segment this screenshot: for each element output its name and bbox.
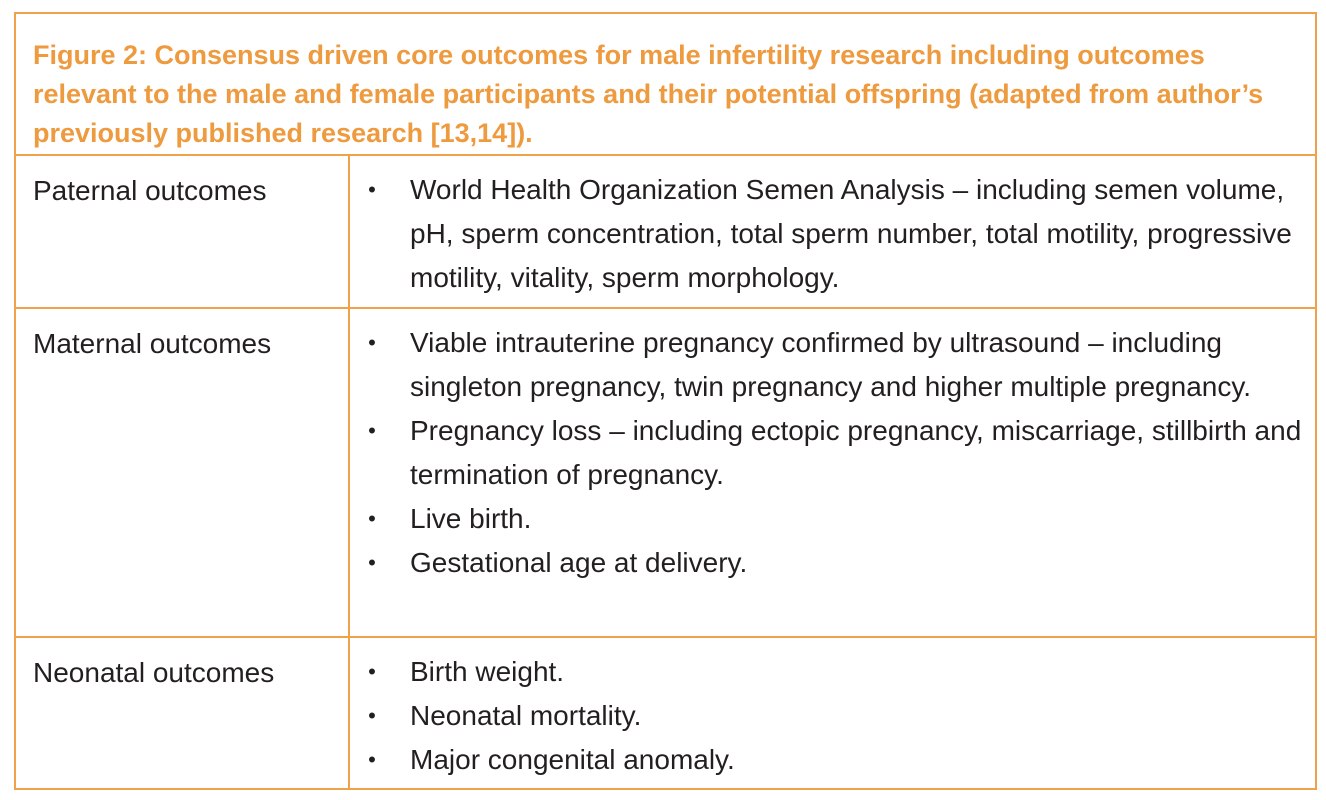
list-item <box>362 694 1307 738</box>
row-label-maternal: Maternal outcomes <box>33 328 272 359</box>
list-item <box>362 321 1307 409</box>
list-item-text: Birth weight. <box>410 656 565 687</box>
list-item <box>362 409 1307 497</box>
list-item <box>362 650 1307 694</box>
bullet-icon: • <box>368 659 376 684</box>
list-item-text: Gestational age at delivery. <box>410 547 748 578</box>
bullet-icon: • <box>368 418 376 443</box>
list-item <box>362 541 1307 585</box>
list-item-text: Viable intrauterine pregnancy confirmed by ultrasound – including singleton pregnancy, twin pregnancy and higher multiple pregnancy. <box>410 327 1252 402</box>
column-divider <box>348 156 350 790</box>
list-item-text: World Health Organization Semen Analysis – including semen volume, pH, sperm concentration, total sperm number, total motility, progressive motility, vitality, sperm morphology. <box>410 174 1292 293</box>
bullet-icon: • <box>368 747 376 772</box>
list-item-text: Pregnancy loss – including ectopic pregnancy, miscarriage, stillbirth and termination of pregnancy. <box>410 415 1302 490</box>
maternal-outcomes-list <box>362 321 1307 585</box>
list-item <box>362 738 1307 782</box>
list-item-text: Neonatal mortality. <box>410 700 642 731</box>
figure-caption: Figure 2: Consensus driven core outcomes for male infertility research including outcomes relevant to the male and female participants and their potential offspring (adapted from author’s previously published research [13,14]). <box>16 14 1315 156</box>
list-item-text: Live birth. <box>410 503 532 534</box>
table-row-neonatal <box>16 638 1315 788</box>
bullet-icon: • <box>368 177 376 202</box>
list-item-text: Major congenital anomaly. <box>410 744 735 775</box>
table-row-maternal <box>16 309 1315 638</box>
row-label-paternal: Paternal outcomes <box>33 175 267 206</box>
outcomes-table <box>14 12 1317 790</box>
bullet-icon: • <box>368 330 376 355</box>
neonatal-outcomes-list <box>362 650 1307 782</box>
list-item <box>362 168 1307 300</box>
list-item <box>362 497 1307 541</box>
row-label-neonatal: Neonatal outcomes <box>33 657 275 688</box>
bullet-icon: • <box>368 703 376 728</box>
bullet-icon: • <box>368 506 376 531</box>
bullet-icon: • <box>368 550 376 575</box>
table-row-paternal <box>16 156 1315 309</box>
paternal-outcomes-list <box>362 168 1307 300</box>
